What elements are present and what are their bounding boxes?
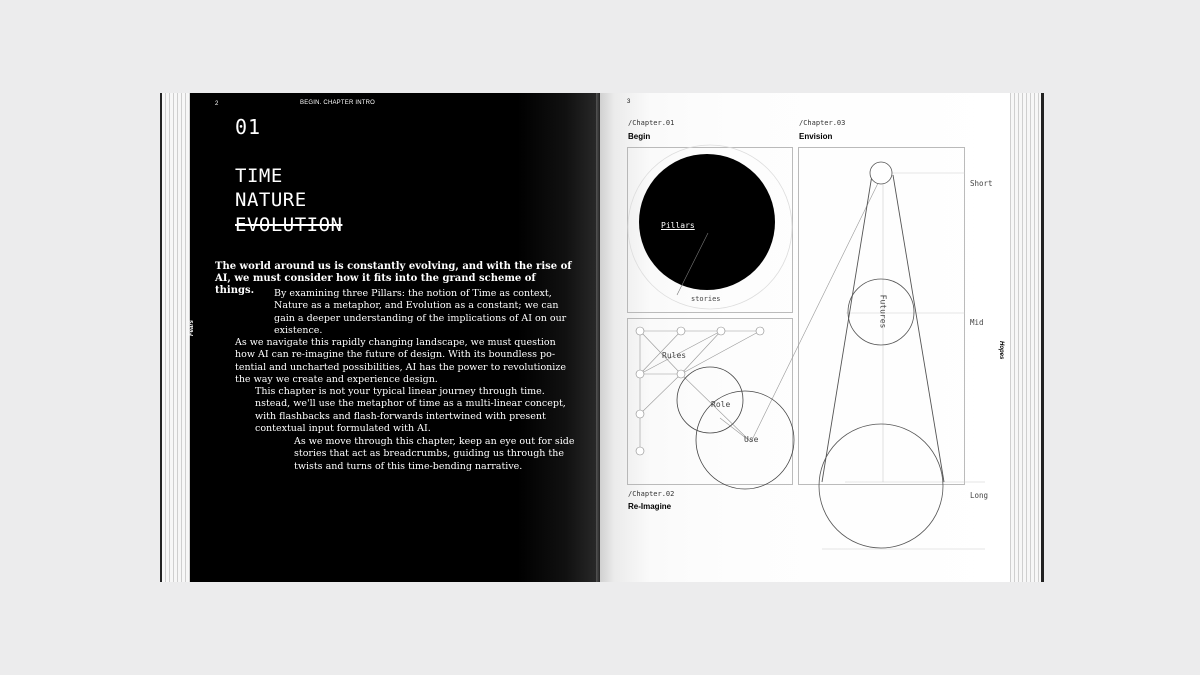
futures-label: Futures bbox=[878, 294, 888, 329]
text-line: gain a deeper understanding of the implications of AI on our bbox=[274, 312, 567, 324]
right-page-edges bbox=[1010, 93, 1044, 582]
left-page bbox=[190, 93, 599, 582]
text-line: As we navigate this rapidly changing landscape, we must question bbox=[235, 337, 556, 348]
role-circle bbox=[677, 367, 743, 433]
open-book bbox=[160, 93, 1041, 582]
long-circle bbox=[819, 424, 943, 548]
lead-paragraph: The world around us is constantly evolving, and with the rise of AI, we must consider how it fits into the grand scheme of things. bbox=[215, 261, 572, 296]
side-label-fears: Fears bbox=[189, 319, 195, 336]
left-page-edges bbox=[160, 93, 192, 582]
axis-short-label: Short bbox=[970, 179, 993, 188]
pillar-nature: NATURE bbox=[235, 189, 307, 211]
chapter-01-title: Begin bbox=[628, 132, 651, 141]
text-line: By examining three Pillars: the notion of Time as context, bbox=[274, 288, 552, 299]
side-label-hopes: Hopes bbox=[998, 341, 1004, 360]
body-paragraph-3 bbox=[255, 386, 566, 436]
text-line: tential and uncharted possibilities, AI has the power to revolutionize bbox=[235, 361, 566, 373]
text-line: This chapter is not your typical linear journey through time. bbox=[255, 386, 545, 397]
role-label: Role bbox=[711, 400, 731, 409]
page-number: 2 bbox=[215, 101, 219, 107]
axis-mid-label: Mid bbox=[970, 318, 984, 327]
chapter-02-title: Re-Imagine bbox=[628, 502, 672, 511]
text-line: the way we create and experience design. bbox=[235, 374, 438, 386]
chapter-01-label: /Chapter.01 bbox=[628, 119, 675, 127]
short-circle bbox=[870, 162, 892, 184]
text-line: existence. bbox=[274, 325, 323, 337]
text-line: Nature as a metaphor, and Evolution as a constant; we can bbox=[274, 300, 559, 312]
text-line: with flashbacks and flash-forwards intertwined with present bbox=[255, 410, 546, 422]
chapter-03-label: /Chapter.03 bbox=[799, 119, 846, 127]
rules-label: Rules bbox=[662, 351, 687, 360]
body-paragraph-2 bbox=[235, 337, 566, 387]
body-paragraph-1 bbox=[274, 288, 566, 338]
text-line: stories that act as breadcrumbs, guiding us through the bbox=[294, 448, 564, 460]
text-line: twists and turns of this time-bending narrative. bbox=[294, 460, 523, 472]
pillar-time: TIME bbox=[235, 165, 283, 187]
cone-right-edge bbox=[893, 175, 944, 482]
page-number: 3 bbox=[627, 99, 631, 105]
text-line: As we move through this chapter, keep an eye out for side bbox=[294, 436, 575, 447]
axis-long-label: Long bbox=[970, 491, 989, 500]
use-label: Use bbox=[744, 435, 759, 444]
body-paragraph-4 bbox=[294, 436, 574, 473]
pillars-circle bbox=[639, 154, 775, 290]
cone-left-edge bbox=[822, 175, 872, 482]
reimagine-box bbox=[628, 319, 793, 485]
text-line: contextual input formulated with AI. bbox=[255, 423, 431, 435]
chapter-02-label: /Chapter.02 bbox=[628, 490, 675, 498]
stories-label: stories bbox=[691, 295, 721, 303]
chapter-number: 01 bbox=[235, 115, 262, 139]
running-head: BEGIN. CHAPTER INTRO bbox=[300, 100, 376, 106]
pillar-evolution: EVOLUTION bbox=[235, 214, 343, 236]
pillars-label: Pillars bbox=[661, 221, 695, 230]
chapter-03-title: Envision bbox=[799, 132, 833, 141]
right-page bbox=[600, 93, 1010, 582]
text-line: nstead, we'll use the metaphor of time as a multi-linear concept, bbox=[255, 398, 566, 410]
text-line: how AI can re-imagine the future of design. With its boundless po- bbox=[235, 349, 556, 361]
